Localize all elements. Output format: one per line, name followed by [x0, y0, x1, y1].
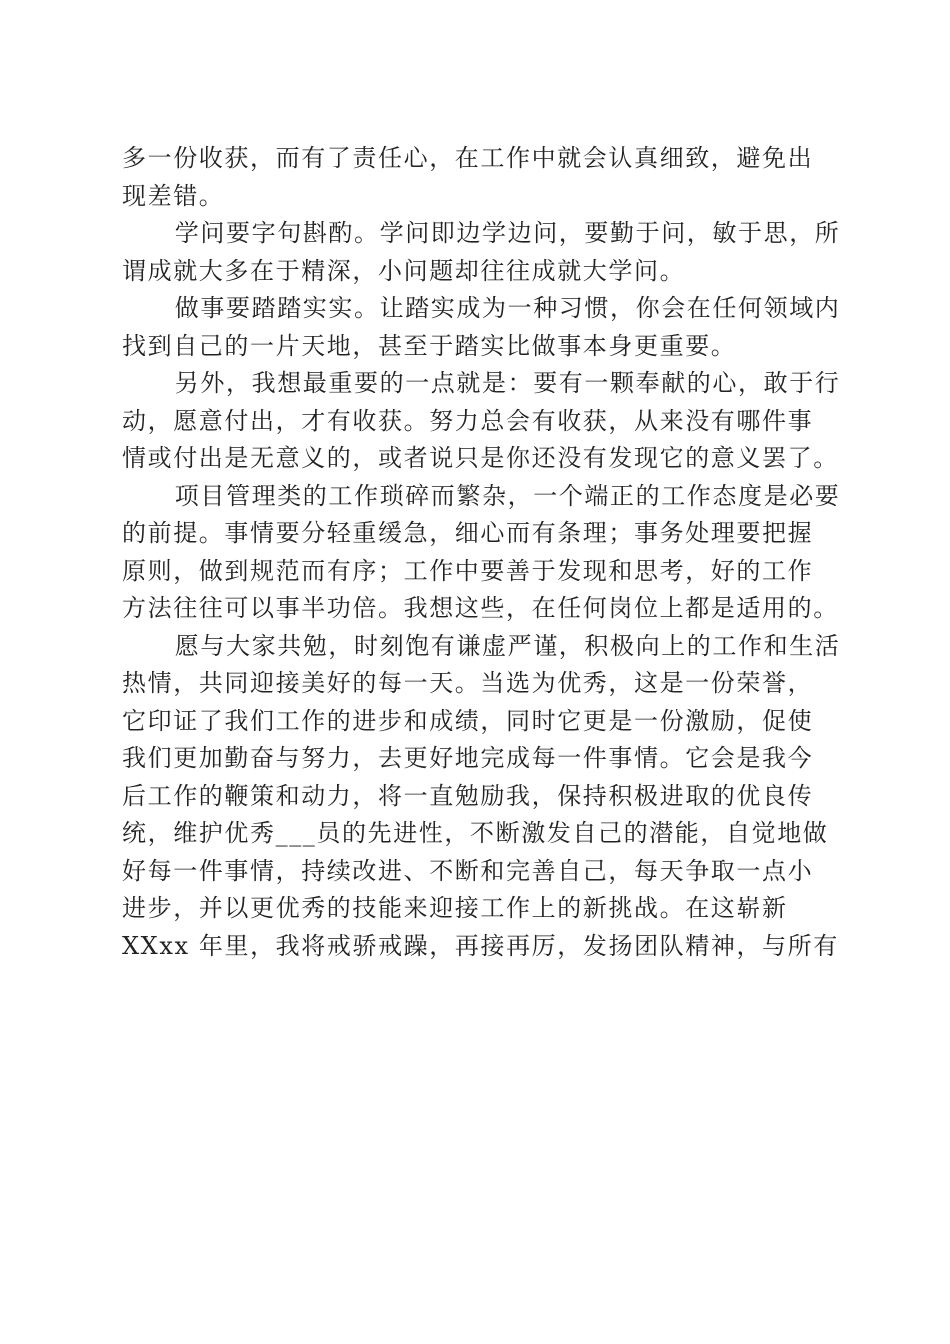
- paragraph: [122, 365, 841, 478]
- text-line: 原则，做到规范而有序；工作中要善于发现和思考，好的工作: [122, 556, 814, 585]
- text-line: 谓成就大多在于精深，小问题却往往成就大学问。: [122, 256, 686, 285]
- text-line: 情或付出是无意义的，或者说只是你还没有发现它的意义罢了。: [122, 444, 839, 472]
- text-line: XXxx 年里，我将戒骄戒躁，再接再厉，发扬团队精神，与所有: [122, 931, 839, 960]
- text-line: 进步，并以更优秀的技能来迎接工作上的新挑战。在这崭新: [122, 894, 788, 922]
- text-line: 的前提。事情要分轻重缓急，细心而有条理；事务处理要把握: [122, 519, 814, 547]
- text-line: 我们更加勤奋与努力，去更好地完成每一件事情。它会是我今: [122, 744, 814, 772]
- text-line: 做事要踏踏实实。让踏实成为一种习惯，你会在任何领域内: [174, 294, 841, 322]
- text-line: 项目管理类的工作琐碎而繁杂，一个端正的工作态度是必要: [174, 481, 841, 510]
- text-line: 愿与大家共勉，时刻饱有谦虚严谨，积极向上的工作和生活: [174, 631, 841, 660]
- text-line: 学问要字句斟酌。学问即边学边问，要勤于问，敏于思，所: [174, 219, 841, 247]
- text-line: 统，维护优秀___员的先进性，不断激发自己的潜能，自觉地做: [122, 819, 829, 847]
- text-line: 方法往往可以事半功倍。我想这些，在任何岗位上都是适用的。: [122, 594, 839, 622]
- paragraph: [122, 478, 841, 628]
- text-line: 热情，共同迎接美好的每一天。当选为优秀，这是一份荣誉，: [122, 669, 814, 697]
- paragraph: [122, 628, 841, 966]
- text-line: 另外，我想最重要的一点就是：要有一颗奉献的心，敢于行: [174, 369, 841, 397]
- paragraph: [122, 215, 841, 290]
- paragraph: [122, 140, 822, 215]
- text-line: 后工作的鞭策和动力，将一直勉励我，保持积极进取的优良传: [122, 781, 814, 810]
- paragraph: [122, 290, 841, 365]
- text-line: 它印证了我们工作的进步和成绩，同时它更是一份激励，促使: [122, 706, 814, 735]
- text-line: 多一份收获，而有了责任心，在工作中就会认真细致，避免出: [122, 144, 814, 172]
- text-line: 好每一件事情，持续改进、不断和完善自己，每天争取一点小: [122, 856, 814, 885]
- text-line: 动，愿意付出，才有收获。努力总会有收获，从来没有哪件事: [122, 406, 814, 435]
- body-text: [122, 140, 841, 965]
- text-line: 找到自己的一片天地，甚至于踏实比做事本身更重要。: [122, 331, 737, 360]
- text-line: 现差错。: [122, 181, 225, 210]
